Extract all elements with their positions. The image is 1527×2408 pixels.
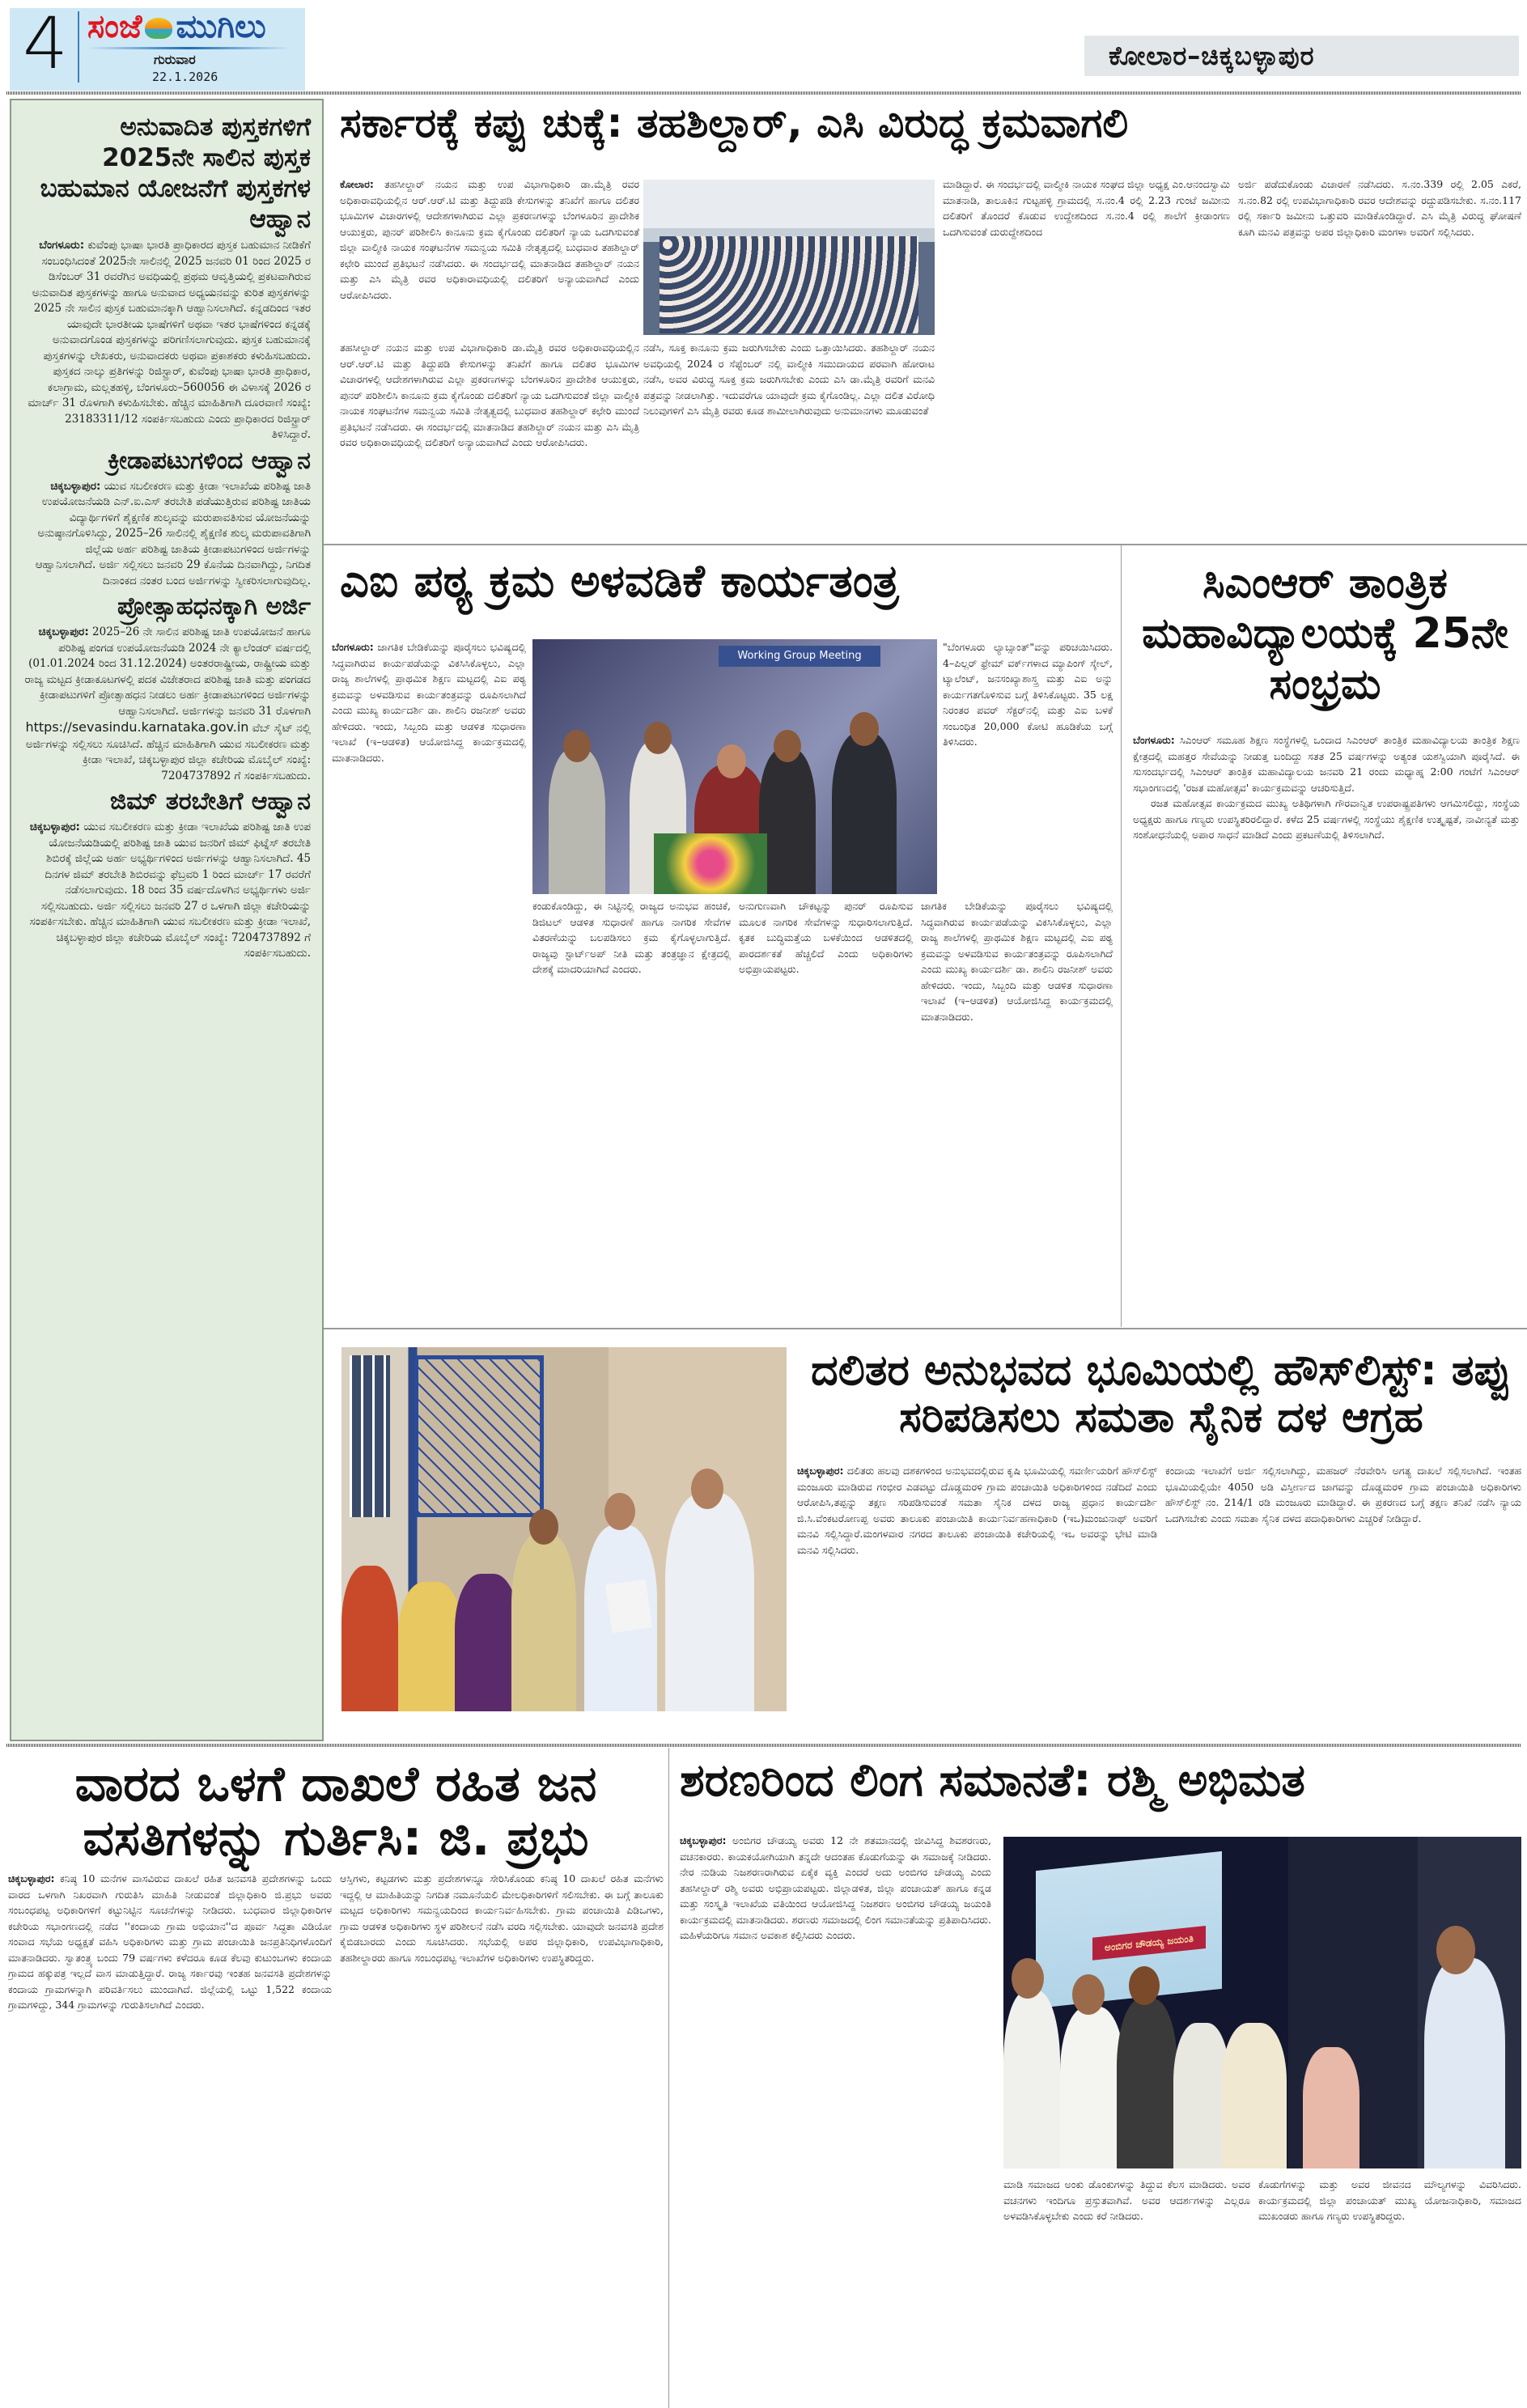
divider (324, 1328, 1527, 1329)
person (341, 1566, 398, 1711)
brief-gym (23, 787, 311, 962)
tahsildar-col-4: ಅರ್ಜಿ ಪಡೆದುಕೊಂಡು ವಿಚಾರಣೆ ನಡೆಸಿದರು. ಸ.ನಂ.339 ರಲ್ಲಿ 2.05 ಎಕರೆ, ಸ.ನಂ.82 ರಲ್ಲಿ ಉಪವಿಭಾಗಾಧಿಕಾರಿ ರವರ ಆದೇಶವನ್ನು ರದ್ದುಪಡಿಸಬೇಕು. ಸ.ನಂ.117 ರಲ್ಲಿ ಸರ್ಕಾರಿ ಜಮೀನು ಒತ್ತುವರಿ ಮಾಡಿಕೊಂಡಿದ್ದಾರೆ. ಎಸಿ ಮೈತ್ರಿ ವಿರುದ್ಧ ಘೋಷಣೆ ಕೂಗಿ ಮನವಿ ಪತ್ರವನ್ನು ಅಪರ ಜಿಲ್ಲಾಧಿಕಾರಿ ಮಂಗಳಾ ಅವರಿಗೆ ಸಲ್ಲಿಸಿದರು. (1238, 178, 1521, 238)
sidebar-briefs (10, 99, 324, 1741)
person (759, 748, 816, 894)
dateline: ಚಿಕ್ಕಬಳ್ಳಾಪುರ: (680, 1834, 727, 1846)
brief-headline: ಅನುವಾದಿತ ಪುಸ್ತಕಗಳಿಗೆ 2025ನೇ ಸಾಲಿನ ಪುಸ್ತಕ ಬಹುಮಾನ ಯೋಜನೆಗೆ ಪುಸ್ತಕಗಳ ಆಹ್ವಾನ (40, 112, 311, 234)
headline-tahsildar: ಸರ್ಕಾರಕ್ಕೆ ಕಪ್ಪು ಚುಕ್ಕೆ: ತಹಶಿಲ್ದಾರ್, ಎಸಿ ವಿರುದ್ಧ ಕ್ರಮವಾಗಲಿ (340, 100, 1129, 146)
person (832, 732, 897, 894)
headline-sharana: ಶರಣರಿಂದ ಲಿಂಗ ಸಮಾನತೆ: ರಶ್ಮಿ ಅಭಿಮತ (680, 1754, 1305, 1807)
person (1003, 1990, 1060, 2168)
person (398, 1582, 463, 1711)
jayanti-photo (1003, 1837, 1521, 2168)
newspaper-logo (87, 8, 266, 45)
dateline: ಚಿಕ್ಕಬಳ್ಳಾಪುರ: (29, 820, 80, 833)
headline-cmr: ಸಿಎಂಆರ್ ತಾಂತ್ರಿಕ ಮಹಾವಿದ್ಯಾಲಯಕ್ಕೆ 25ನೇ ಸಂಭ್ರಮ (1142, 559, 1508, 709)
brief-body: ಯುವ ಸಬಲೀಕರಣ ಮತ್ತು ಕ್ರೀಡಾ ಇಲಾಖೆಯ ಪರಿಶಿಷ್ಟ ಜಾತಿ ಉಪಯೋಜನೆಯಡಿ ಎನ್.ಐ.ಎಸ್ ತರಬೇತಿ ಪಡೆಯುತ್ತಿರುವ ಪರಿಶಿಷ್ಟ ಜಾತಿಯ ವಿದ್ಯಾರ್ಥಿಗಳಿಗೆ ಶೈಕ್ಷಣಿಕ ಶುಲ್ಕವನ್ನು ಮರುಪಾವತಿಸುವ ಯೋಜನೆಯನ್ನು ಅನುಷ್ಠಾನಗೊಳಿಸಿದ್ದು, 2025–26 ಸಾಲಿನಲ್ಲಿ ಶೈಕ್ಷಣಿಕ ಶುಲ್ಕ ಮರುಪಾವತಿಗಾಗಿ ಜಿಲ್ಲೆಯ ಅರ್ಹ ಪರಿಶಿಷ್ಟ ಜಾತಿಯ ಕ್ರೀಡಾಪಟುಗಳಿಂದ ಅರ್ಜಿಗಳನ್ನು ಆಹ್ವಾನಿಸಲಾಗಿದೆ. ಅರ್ಜಿ ಸಲ್ಲಿಸಲು ಜನವರಿ 29 ಕೊನೆಯ ದಿನವಾಗಿದ್ದು, ನಿಗದಿತ ದಿನಾಂಕದ ನಂತರ ಬಂದ ಅರ್ಜಿಗಳನ್ನು ಸ್ವೀಕರಿಸಲಾಗುವುದಿಲ್ಲ. (35, 479, 311, 587)
tahsildar-col-1b: ತಹಸೀಲ್ದಾರ್ ನಯನ ಮತ್ತು ಉಪ ವಿಭಾಗಾಧಿಕಾರಿ ಡಾ.ಮೈತ್ರಿ ರವರ ಅಧಿಕಾರಾವಧಿಯಲ್ಲಿನ ಆರ್.ಆರ್.ಟಿ ಮತ್ತು ತಿದ್ದುಪಡಿ ಕೇಸುಗಳನ್ನು ತನಿಖೆಗೆ ಹಾಗೂ ದಲಿತರ ಭೂಮಿಗಳ ವಿಚಾರಗಳಲ್ಲಿ ಆದೇಶಗಳಾಗಿರುವ ಎಲ್ಲಾ ಪ್ರಕರಣಗಳನ್ನು ಬೆಂಗಳೂರಿನ ಪ್ರಾದೇಶಿಕ ಆಯುಕ್ತರು, ಪುನರ್ ಪರಿಶೀಲಿಸಿ ಕಾನೂನು ಕ್ರಮ ಕೈಗೊಂಡು ದಲಿತರಿಗೆ ನ್ಯಾಯ ಒದಗಿಸುವಂತೆ ಜಿಲ್ಲಾ ವಾಲ್ಮೀಕಿ ನಾಯಕ ಸಂಘಟನೆಗಳ ಸಮನ್ವಯ ಸಮಿತಿ ನೇತೃತ್ವದಲ್ಲಿ ಬುಧವಾರ ತಹಶಿಲ್ದಾರ್ ಕಛೇರಿ ಮುಂದೆ ಪ್ರತಿಭಟನೆ ನಡೆಸಿದರು. ಈ ಸಂದರ್ಭದಲ್ಲಿ ಮಾತನಾಡಿದ ತಹಶಿಲ್ದಾರ್ ನಯನ ಮತ್ತು ಎಸಿ ಮೈತ್ರಿ ರವರ ಅಧಿಕಾರಾವಧಿಯಲ್ಲಿ ದಲಿತರಿಗೆ ಅನ್ಯಾಯವಾಗಿದೆ ಎಂದು ಆರೋಪಿಸಿದರು. (340, 341, 639, 448)
cmr-body: ಬೆಂಗಳೂರು: ಸಿಎಂಆರ್ ಸಮೂಹ ಶಿಕ್ಷಣ ಸಂಸ್ಥೆಗಳಲ್ಲಿ ಒಂದಾದ ಸಿಎಂಆರ್ ತಾಂತ್ರಿಕ ಮಹಾವಿದ್ಯಾಲಯ ತಾಂತ್ರಿಕ ಶಿಕ್ಷಣ ಕ್ಷೇತ್ರದಲ್ಲಿ ಮಹತ್ತರ ಸೇವೆಯನ್ನು ನೀಡುತ್ತ ಬಂದಿದ್ದು ಸತತ 25 ವರ್ಷಗಳನ್ನು ಅತ್ಯಂತ ಯಶಸ್ವಿಯಾಗಿ ಪೂರೈಸಿದೆ. ಈ ಸುಸಂದರ್ಭದಲ್ಲಿ ಸಿಎಂಆರ್ ತಾಂತ್ರಿಕ ಮಹಾವಿದ್ಯಾಲಯ ಜನವರಿ 21 ರಂದು ಮಧ್ಯಾಹ್ನ 2:00 ಗಂಟೆಗೆ ಸಿಎಂಆರ್ ಸಭಾಂಗಣದಲ್ಲಿ 'ರಜತ ಮಹೋತ್ಸವ' ಕಾರ್ಯಕ್ರಮವನ್ನು ಆಚರಿಸುತ್ತಿದೆ. ರಜತ ಮಹೋತ್ಸವ ಕಾರ್ಯಕ್ರಮದ ಮುಖ್ಯ ಅತಿಥಿಗಳಾಗಿ ಗೌರವಾನ್ವಿತ ಉಪರಾಷ್ಟ್ರಪತಿಗಳು ಆಗಮಿಸಲಿದ್ದು, ಸಂಸ್ಥೆಯ ಅಧ್ಯಕ್ಷರು ಹಾಗೂ ಗಣ್ಯರು ಉಪಸ್ಥಿತರಿರಲಿದ್ದಾರೆ. ಕಳೆದ 25 ವರ್ಷಗಳಲ್ಲಿ ಸಂಸ್ಥೆಯು ಶೈಕ್ಷಣಿಕ ಉತ್ಕೃಷ್ಟತೆ, ನಾವೀನ್ಯತೆ ಮತ್ತು ಸಂಶೋಧನೆಯಲ್ಲಿ ಅಪಾರ ಸಾಧನೆ ಮಾಡಿದೆ ಎಂದು ಪ್ರಕಟಣೆಯಲ್ಲಿ ತಿಳಿಸಲಾಗಿದೆ. (1133, 734, 1520, 841)
sharana-col-3: ಕೊಡುಗೆಗಳನ್ನು ಮತ್ತು ಅವರ ಜೀವನದ ಮೌಲ್ಯಗಳನ್ನು ವಿವರಿಸಿದರು. ಕಾರ್ಯಕ್ರಮದಲ್ಲಿ ಜಿಲ್ಲಾ ಪಂಚಾಯತ್ ಮುಖ್ಯ ಯೋಜನಾಧಿಕಾರಿ, ಸಮಾಜದ ಮುಖಂಡರು ಹಾಗೂ ಗಣ್ಯರು ಉಪಸ್ಥಿತರಿದ್ದರು. (1258, 2178, 1521, 2222)
logo-text-part1: ಸಂಜೆ (87, 8, 142, 45)
brief-sportspersons (23, 447, 311, 590)
person (455, 1574, 520, 1711)
ai-col-3: ಕಂಡುಕೊಂಡಿದ್ದು, ಈ ನಿಟ್ಟಿನಲ್ಲಿ ರಾಜ್ಯದ ಅನುಭವ ಹಂಚಿಕೆ, ಡಿಜಿಟಲ್ ಆಡಳಿತ ಸುಧಾರಣೆ ಹಾಗೂ ನಾಗರಿಕ ಸೇವೆಗಳ ವಿತರಣೆಯನ್ನು ಬಲಪಡಿಸಲು ಕ್ರಮ ಕೈಗೊಳ್ಳಲಾಗುತ್ತಿದೆ. ರಾಜ್ಯವು ಸ್ಟಾರ್ಟ್‌ಅಪ್ ನೀತಿ ಮತ್ತು ತಂತ್ರಜ್ಞಾನ ಕ್ಷೇತ್ರದಲ್ಲಿ ದೇಶಕ್ಕೆ ಮಾದರಿಯಾಗಿದೆ ಎಂದರು. (532, 900, 731, 975)
masthead-divider (78, 11, 79, 83)
event-banner: ಅಂಬಿಗರ ಚೌಡಯ್ಯ ಜಯಂತಿ (1092, 1926, 1206, 1961)
window-grill (350, 1355, 390, 1517)
ai-col-4: ಅನುಗುಣವಾಗಿ ಚೌಕಟ್ಟನ್ನು ಪುನರ್ ರೂಪಿಸುವ ಮೂಲಕ ನಾಗರಿಕ ಸೇವೆಗಳನ್ನು ಸುಧಾರಿಸಲಾಗುತ್ತಿದೆ. ಕೃತಕ ಬುದ್ಧಿಮತ್ತೆಯ ಬಳಕೆಯಿಂದ ಆಡಳಿತದಲ್ಲಿ ಪಾರದರ್ಶಕತೆ ಹೆಚ್ಚಲಿದೆ ಎಂದು ಅಧಿಕಾರಿಗಳು ಅಭಿಪ್ರಾಯಪಟ್ಟರು. (739, 900, 913, 975)
headline-ai-curriculum: ಎಐ ಪಠ್ಯ ಕ್ರಮ ಅಳವಡಿಕೆ ಕಾರ್ಯತಂತ್ರ (340, 555, 899, 608)
dateline: ಬೆಂಗಳೂರು: (39, 239, 85, 252)
crowd-image (660, 236, 918, 333)
houselist-col-1: ಚಿಕ್ಕಬಳ್ಳಾಪುರ: ದಲಿತರು ಹಲವು ದಶಕಗಳಿಂದ ಅನುಭವದಲ್ಲಿರುವ ಕೃಷಿ ಭೂಮಿಯಲ್ಲಿ ಸವರ್ಣೀಯರಿಗೆ ಹೌಸ್‌ಲಿಸ್ಟ್ ಮಂಜೂರು ಮಾಡಿರುವ ಗಂಭೀರ ಎಡವಟ್ಟು ದೊಡ್ಡಮರಳಿ ಗ್ರಾಮ ಪಂಚಾಯಿತಿ ಅಧಿಕಾರಿಗಳಿಂದ ನಡೆದಿದೆ ಎಂದು ಆರೋಪಿಸಿ,ತಪ್ಪನ್ನು ತಕ್ಷಣ ಸರಿಪಡಿಸುವಂತೆ ಸಮತಾ ಸೈನಿಕ ದಳದ ರಾಜ್ಯ ಪ್ರಧಾನ ಕಾರ್ಯದರ್ಶಿ ಜಿ.ಸಿ.ವೆಂಕಟರೋಣಪ್ಪ ಅವರು ತಾಲೂಕು ಪಂಚಾಯಿತಿ ಕಾರ್ಯನಿರ್ವಹಣಾಧಿಕಾರಿ (ಇಒ)ಮಂಜುನಾಥ್ ಅವರಿಗೆ ಮನವಿ ಸಲ್ಲಿಸಿದ್ದಾರೆ.ಮಂಗಳವಾರ ನಗರದ ತಾಲೂಕು ಪಂಚಾಯಿತಿ ಕಚೇರಿಯಲ್ಲಿ ಇಒ ಅವರನ್ನು ಭೇಟಿ ಮಾಡಿ ಮನವಿ ಸಲ್ಲಿಸಿದರು. (797, 1465, 1157, 1556)
dateline: ಬೆಂಗಳೂರು: (1133, 734, 1175, 746)
tahsildar-col-2: ನಡೆಸಿ, ಸೂಕ್ತ ಕಾನೂನು ಕ್ರಮ ಜರುಗಿಸಬೇಕು ಎಂದು ಒತ್ತಾಯಿಸಿದರು. ತಹಶಿಲ್ದಾರ್ ನಯನ ಅವಧಿಯಲ್ಲಿ 2024 ರ ಸೆಪ್ಟೆಂಬರ್ ನಲ್ಲಿ ವಾಲ್ಮೀಕಿ ಸಮುದಾಯದ ಪರವಾಗಿ ಹೋರಾಟ ನಡೆಸಿ, ಅವರ ವಿರುದ್ಧ ಸೂಕ್ತ ಕ್ರಮ ಜರುಗಿಸಬೇಕು ಎಂದು ಎಸಿ ಡಾ.ಮೈತ್ರಿ ರವರಿಗೆ ಮನವಿ ಪತ್ರವನ್ನು ನೀಡಲಾಗಿತ್ತು. ಇದುವರೆಗೂ ಯಾವುದೇ ಕ್ರಮ ಕೈಗೊಂಡಿಲ್ಲ. ಎಲ್ಲಾ ದಲಿತ ವಿರೋಧಿ ನಿಲುವುಗಳಿಗೆ ಎಸಿ ಮೈತ್ರಿ ರವರು ಕೂಡ ಶಾಮೀಲಾಗಿರುವುದು ಅನುಮಾನಗಳು ಮೂಡುವಂತೆ (643, 341, 935, 417)
dateline: ಬೆಂಗಳೂರು: (332, 641, 374, 653)
dateline: ಚಿಕ್ಕಬಳ್ಳಾಪುರ: (8, 1872, 55, 1884)
sharana-col-2: ಮಾಡಿ ಸಮಾಜದ ಅಂಕು ಡೊಂಕುಗಳನ್ನು ತಿದ್ದುವ ಕೆಲಸ ಮಾಡಿದರು. ಅವರ ವಚನಗಳು ಇಂದಿಗೂ ಪ್ರಸ್ತುತವಾಗಿವೆ. ಅವರ ಆದರ್ಶಗಳನ್ನು ಎಲ್ಲರೂ ಅಳವಡಿಸಿಕೊಳ್ಳಬೇಕು ಎಂದು ಕರೆ ನೀಡಿದರು. (1003, 2178, 1250, 2222)
event-banner: Working Group Meeting (719, 646, 880, 667)
divider (324, 544, 1527, 545)
sevasindu-link[interactable]: https://sevasindu.karnataka.gov.in (25, 719, 249, 735)
brief-incentive (23, 592, 311, 784)
headline-houselist: ದಲಿತರ ಅನುಭವದ ಭೂಮಿಯಲ್ಲಿ ಹೌಸ್‌ಲಿಸ್ಟ್: ತಪ್ಪು ಸರಿಪಡಿಸಲು ಸಮತಾ ಸೈನಿಕ ದಳ ಆಗ್ರಹ (811, 1346, 1512, 1443)
tahsildar-col-1: ಕೋಲಾರ: ತಹಸೀಲ್ದಾರ್ ನಯನ ಮತ್ತು ಉಪ ವಿಭಾಗಾಧಿಕಾರಿ ಡಾ.ಮೈತ್ರಿ ರವರ ಅಧಿಕಾರಾವಧಿಯಲ್ಲಿನ ಆರ್.ಆರ್.ಟಿ ಮತ್ತು ತಿದ್ದುಪಡಿ ಕೇಸುಗಳನ್ನು ತನಿಖೆಗೆ ಹಾಗೂ ದಲಿತರ ಭೂಮಿಗಳ ವಿಚಾರಗಳಲ್ಲಿ ಆದೇಶಗಳಾಗಿರುವ ಎಲ್ಲಾ ಪ್ರಕರಣಗಳನ್ನು ಬೆಂಗಳೂರಿನ ಪ್ರಾದೇಶಿಕ ಆಯುಕ್ತರು, ಪುನರ್ ಪರಿಶೀಲಿಸಿ ಕಾನೂನು ಕ್ರಮ ಕೈಗೊಂಡು ದಲಿತರಿಗೆ ನ್ಯಾಯ ಒದಗಿಸುವಂತೆ ಜಿಲ್ಲಾ ವಾಲ್ಮೀಕಿ ನಾಯಕ ಸಂಘಟನೆಗಳ ಸಮನ್ವಯ ಸಮಿತಿ ನೇತೃತ್ವದಲ್ಲಿ ಬುಧವಾರ ತಹಶಿಲ್ದಾರ್ ಕಛೇರಿ ಮುಂದೆ ಪ್ರತಿಭಟನೆ ನಡೆಸಿದರು. ಈ ಸಂದರ್ಭದಲ್ಲಿ ಮಾತನಾಡಿದ ತಹಶಿಲ್ದಾರ್ ನಯನ ಮತ್ತು ಎಸಿ ಮೈತ್ರಿ ರವರ ಅಧಿಕಾರಾವಧಿಯಲ್ಲಿ ದಲಿತರಿಗೆ ಅನ್ಯಾಯವಾಗಿದೆ ಎಂದು ಆರೋಪಿಸಿದರು. (340, 178, 639, 301)
ai-col-1: ಬೆಂಗಳೂರು: ಜಾಗತಿಕ ಬೇಡಿಕೆಯನ್ನು ಪೂರೈಸಲು ಭವಿಷ್ಯದಲ್ಲಿ ಸಿದ್ಧವಾಗಿರುವ ಕಾರ್ಯಪಡೆಯನ್ನು ವಿಕಸಿಸಿಕೊಳ್ಳಲು, ಎಲ್ಲಾ ರಾಜ್ಯ ಶಾಲೆಗಳಲ್ಲಿ ಪ್ರಾಥಮಿಕ ಶಿಕ್ಷಣ ಮಟ್ಟದಲ್ಲಿ ಎಐ ಪಠ್ಯ ಕ್ರಮವನ್ನು ಅಳವಡಿಸುವ ಕಾರ್ಯತಂತ್ರವನ್ನು ರೂಪಿಸಲಾಗಿದೆ ಎಂದು ಮುಖ್ಯ ಕಾರ್ಯದರ್ಶಿ ಡಾ. ಶಾಲಿನಿ ರಜನೀಶ್ ಅವರು ಹೇಳಿದರು. ಇಂದು, ಸಿಬ್ಬಂದಿ ಮತ್ತು ಆಡಳಿತ ಸುಧಾರಣಾ ಇಲಾಖೆ (ಇ–ಆಡಳಿತ) ಆಯೋಜಿಸಿದ್ದ ಕಾರ್ಯಕ್ರಮದಲ್ಲಿ ಮಾತನಾಡಿದರು. (332, 641, 526, 764)
petition-paper (605, 1579, 652, 1633)
brief-body: ಕುವೆಂಪು ಭಾಷಾ ಭಾರತಿ ಪ್ರಾಧಿಕಾರದ ಪುಸ್ತಕ ಬಹುಮಾನ ನೀಡಿಕೆಗೆ ಸಂಬಂಧಿಸಿದಂತೆ 2025ನೇ ಸಾಲಿನಲ್ಲಿ 2025 ಜನವರಿ 01 ರಿಂದ 2025 ರ ಡಿಸೆಂಬರ್ 31 ರವರೆಗಿನ ಅವಧಿಯಲ್ಲಿ ಪ್ರಥಮ ಆವೃತ್ತಿಯಲ್ಲಿ ಪ್ರಕಟವಾಗಿರುವ ಅನುವಾದಿತ ಪುಸ್ತಕಗಳನ್ನು ಹಾಗೂ ಅನುವಾದ ಅಧ್ಯಯನವನ್ನು ಕುರಿತ ಪುಸ್ತಕಗಳನ್ನು 2025 ನೇ ಸಾಲಿನ ಪುಸ್ತಕ ಬಹುಮಾನಕ್ಕಾಗಿ ಆಹ್ವಾನಿಸಲಾಗಿದೆ. ಕನ್ನಡದಿಂದ ಇತರ ಯಾವುದೇ ಭಾರತೀಯ ಭಾಷೆಗಳಿಗೆ ಅಥವಾ ಇತರ ಭಾಷೆಗಳಿಂದ ಕನ್ನಡಕ್ಕೆ ಅನುವಾದಗೊಂಡ ಪುಸ್ತಕಗಳನ್ನು ಪರಿಗಣಿಸಲಾಗುವುದು. ಪುಸ್ತಕ ಬಹುಮಾನಕ್ಕೆ ಪುಸ್ತಕಗಳನ್ನು ಲೇಖಕರು, ಅನುವಾದಕರು ಅಥವಾ ಪ್ರಕಾಶಕರು ಕಳುಹಿಸಬಹುದು. ಪುಸ್ತಕದ ನಾಲ್ಕು ಪ್ರತಿಗಳನ್ನು ರಿಜಿಸ್ಟ್ರಾರ್, ಕುವೆಂಪು ಭಾಷಾ ಭಾರತಿ ಪ್ರಾಧಿಕಾರ, ಕಲಾಗ್ರಾಮ, ಮಲ್ಲತಹಳ್ಳಿ, ಬೆಂಗಳೂರು–560056 ಈ ವಿಳಾಸಕ್ಕೆ 2026 ರ ಮಾರ್ಚ್ 31 ರೊಳಗಾಗಿ ಕಳುಹಿಸಬೇಕು. ಹೆಚ್ಚಿನ ಮಾಹಿತಿಗಾಗಿ ದೂರವಾಣಿ ಸಂಖ್ಯೆ: 23183311/12 ಸಂಪರ್ಕಿಸಬಹುದು ಎಂದು ಪ್ರಾಧಿಕಾರದ ರಿಜಿಸ್ಟ್ರಾರ್ ತಿಳಿಸಿದ್ದಾರೆ. (28, 239, 311, 441)
houselist-col-2: ಕಂದಾಯ ಇಲಾಖೆಗೆ ಅರ್ಜಿ ಸಲ್ಲಿಸಲಾಗಿದ್ದು, ಮಹಜರ್ ನೆರವೇರಿಸಿ ಅಗತ್ಯ ದಾಖಲೆ ಸಲ್ಲಿಸಲಾಗಿದೆ. ಇಂತಹ ಭೂಮಿಯಲ್ಲಿಯೇ 4050 ಅಡಿ ವಿಸ್ತೀರ್ಣದ ಜಾಗವನ್ನು ದೊಡ್ಡಮರಳಿ ಗ್ರಾಮ ಪಂಚಾಯಿತಿ ಅಧಿಕಾರಿಗಳು ಹೌಸ್‌ಲಿಸ್ಟ್ ನಂ. 214/1 ರಡಿ ಮಂಜೂರು ಮಾಡಿದ್ದಾರೆ. ಈ ಪ್ರಕರಣದ ಬಗ್ಗೆ ತಕ್ಷಣ ತನಿಖೆ ನಡೆಸಿ ನ್ಯಾಯ ಒದಗಿಸಬೇಕು ಎಂದು ಸಮತಾ ಸೈನಿಕ ದಳದ ಪದಾಧಿಕಾರಿಗಳು ಎಚ್ಚರಿಕೆ ನೀಡಿದ್ದಾರೆ. (1165, 1465, 1521, 1524)
logo-underline (87, 47, 290, 49)
dateline: ಚಿಕ್ಕಬಳ್ಳಾಪುರ: (38, 625, 89, 638)
person (1303, 2047, 1359, 2168)
person (1424, 1958, 1505, 2168)
ai-col-5: ಜಾಗತಿಕ ಬೇಡಿಕೆಯನ್ನು ಪೂರೈಸಲು ಭವಿಷ್ಯದಲ್ಲಿ ಸಿದ್ಧವಾಗಿರುವ ಕಾರ್ಯಪಡೆಯನ್ನು ವಿಕಸಿಸಿಕೊಳ್ಳಲು, ಎಲ್ಲಾ ರಾಜ್ಯ ಶಾಲೆಗಳಲ್ಲಿ ಪ್ರಾಥಮಿಕ ಶಿಕ್ಷಣ ಮಟ್ಟದಲ್ಲಿ ಎಐ ಪಠ್ಯ ಕ್ರಮವನ್ನು ಅಳವಡಿಸುವ ಕಾರ್ಯತಂತ್ರವನ್ನು ರೂಪಿಸಲಾಗಿದೆ ಎಂದು ಮುಖ್ಯ ಕಾರ್ಯದರ್ಶಿ ಡಾ. ಶಾಲಿನಿ ರಜನೀಶ್ ಅವರು ಹೇಳಿದರು. ಇಂದು, ಸಿಬ್ಬಂದಿ ಮತ್ತು ಆಡಳಿತ ಸುಧಾರಣಾ ಇಲಾಖೆ (ಇ–ಆಡಳಿತ) ಆಯೋಜಿಸಿದ್ದ ಕಾರ್ಯಕ್ರಮದಲ್ಲಿ ಮಾತನಾಡಿದರು. (921, 900, 1113, 1023)
brief-body-continued: ವೆಬ್ ಸೈಟ್ ನಲ್ಲಿ ಅರ್ಜಿಗಳನ್ನು ಸಲ್ಲಿಸಲು ಸೂಚಿಸಿದೆ. ಹೆಚ್ಚಿನ ಮಾಹಿತಿಗಾಗಿ ಯುವ ಸಬಲೀಕರಣ ಮತ್ತು ಕ್ರೀಡಾ ಇಲಾಖೆ, ಚಿಕ್ಕಬಳ್ಳಾಪುರ ಜಿಲ್ಲಾ ಕಚೇರಿಯ ಮೊಬೈಲ್ ಸಂಖ್ಯೆ: 7204737892 ಗೆ ಸಂಪರ್ಕಿಸಬಹುದು. (25, 722, 311, 782)
census-col-1: ಚಿಕ್ಕಬಳ್ಳಾಪುರ: ಕನಿಷ್ಠ 10 ಮನೆಗಳ ವಾಸವಿರುವ ದಾಖಲೆ ರಹಿತ ಜನವಸತಿ ಪ್ರದೇಶಗಳನ್ನು ಒಂದು ವಾರದ ಒಳಗಾಗಿ ನಿಖರವಾಗಿ ಗುರುತಿಸಿ ಮಾಹಿತಿ ನೀಡುವಂತೆ ಜಿಲ್ಲಾಧಿಕಾರಿ ಜಿ.ಪ್ರಭು ಅವರು ಸಂಬಂಧಪಟ್ಟ ಅಧಿಕಾರಿಗಳಿಗೆ ಕಟ್ಟುನಿಟ್ಟಿನ ಸೂಚನೆಗಳನ್ನು ನೀಡಿದರು. ಬುಧವಾರ ಜಿಲ್ಲಾಧಿಕಾರಿಗಳ ಕಚೇರಿಯ ಸಭಾಂಗಣದಲ್ಲಿ ನಡೆದ ''ಕಂದಾಯ ಗ್ರಾಮ ಅಭಿಯಾನ''ದ ಪೂರ್ವ ಸಿದ್ಧತಾ ವಿಡಿಯೋ ಸಂವಾದ ಸಭೆಯ ಅಧ್ಯಕ್ಷತೆ ವಹಿಸಿ ಅಧಿಕಾರಿಗಳು ಮತ್ತು ಗ್ರಾಮ ಪಂಚಾಯಿತಿ ಜನಪ್ರತಿನಿಧಿಗಳೊಂದಿಗೆ ಮಾತನಾಡಿದರು. ಸ್ವಾತಂತ್ರ್ಯ ಬಂದು 79 ವರ್ಷಗಳು ಕಳೆದರೂ ಕೂಡ ಕೆಲವು ಕುಟುಂಬಗಳು ಕಂದಾಯ ಗ್ರಾಮದ ಹಕ್ಕುಪತ್ರ ಇಲ್ಲದೆ ವಾಸ ಮಾಡುತ್ತಿದ್ದಾರೆ. ರಾಜ್ಯ ಸರ್ಕಾರವು ಇಂತಹ ಜನವಸತಿ ಪ್ರದೇಶಗಳನ್ನು ಕಂದಾಯ ಗ್ರಾಮಗಳನ್ನಾಗಿ ಪರಿವರ್ತಿಸಲು ಮುಂದಾಗಿದೆ. ಜಿಲ್ಲೆಯಲ್ಲಿ ಒಟ್ಟು 1,522 ಕಂದಾಯ ಗ್ರಾಮಗಳಿದ್ದು, 344 ಗ್ರಾಮಗಳನ್ನು ಗುರುತಿಸಲಾಗಿದೆ ಎಂದರು. (8, 1872, 332, 2011)
brief-body: ಯುವ ಸಬಲೀಕರಣ ಮತ್ತು ಕ್ರೀಡಾ ಇಲಾಖೆಯ ಪರಿಶಿಷ್ಟ ಜಾತಿ ಉಪ ಯೋಜನೆಯಡಿಯಲ್ಲಿ ಪರಿಶಿಷ್ಟ ಜಾತಿ ಯುವ ಜನರಿಗೆ ಜಿಮ್ ಫಿಟ್ನೆಸ್ ತರಬೇತಿ ಶಿಬಿರಕ್ಕೆ ಜಿಲ್ಲೆಯ ಅರ್ಹ ಅಭ್ಯರ್ಥಿಗಳಿಂದ ಅರ್ಜಿಗಳನ್ನು ಆಹ್ವಾನಿಸಲಾಗಿದೆ. 45 ದಿನಗಳ ಜಿಮ್ ತರಬೇತಿ ಶಿಬಿರವನ್ನು ಫೆಬ್ರವರಿ 1 ರಿಂದ ಮಾರ್ಚ್ 17 ರವರೆಗೆ ನಡೆಸಲಾಗುವುದು. 18 ರಿಂದ 35 ವರ್ಷದೊಳಗಿನ ಅಭ್ಯರ್ಥಿಗಳು ಅರ್ಜಿ ಸಲ್ಲಿಸಬಹುದು. ಅರ್ಜಿ ಸಲ್ಲಿಸಲು ಜನವರಿ 27 ರ ಒಳಗಾಗಿ ಜಿಲ್ಲಾ ಕಚೇರಿಯನ್ನು ಸಂಪರ್ಕಿಸಬೇಕು. ಹೆಚ್ಚಿನ ಮಾಹಿತಿಗಾಗಿ ಯುವ ಸಬಲೀಕರಣ ಮತ್ತು ಕ್ರೀಡಾ ಇಲಾಖೆ, ಚಿಕ್ಕಬಳ್ಳಾಪುರ ಜಿಲ್ಲಾ ಕಚೇರಿಯ ಮೊಬೈಲ್ ಸಂಖ್ಯೆ: 7204737892 ಗೆ ಸಂಪರ್ಕಿಸಬಹುದು. (29, 820, 311, 960)
person (549, 748, 605, 894)
census-col-2: ಆಸ್ತಿಗಳು, ಕಟ್ಟಡಗಳು ಮತ್ತು ಪ್ರದೇಶಗಳನ್ನೂ ಸೇರಿಸಿಕೊಂಡು ಕನಿಷ್ಠ 10 ದಾಖಲೆ ರಹಿತ ಮನೆಗಳು ಇದ್ದಲ್ಲಿ ಆ ಮಾಹಿತಿಯನ್ನು ನಿಗದಿತ ನಮೂನೆಯಲಿ ಮೇಲಧಿಕಾರಿಗಳಿಗೆ ಸಲಿಸಬೇಕು. ಈ ಬಗ್ಗೆ ತಾಲೂಕು ಮಟ್ಟದ ಅಧಿಕಾರಿಗಳು ಸಮನ್ವಯದಿಂದ ಕಾರ್ಯನಿರ್ವಹಿಸಬೇಕು. ಗ್ರಾಮ ಪಂಚಾಯಿತಿ ಪಿಡಿಒಗಳು, ಗ್ರಾಮ ಆಡಳಿತ ಅಧಿಕಾರಿಗಳು ಸ್ಥಳ ಪರಿಶೀಲನೆ ನಡೆಸಿ ವರದಿ ಸಲ್ಲಿಸಬೇಕು. ಯಾವುದೇ ಜನವಸತಿ ಪ್ರದೇಶ ಕೈಬಿಡಬಾರದು ಎಂದು ಸೂಚಿಸಿದರು. ಸಭೆಯಲ್ಲಿ ಅಪರ ಜಿಲ್ಲಾಧಿಕಾರಿ, ಉಪವಿಭಾಗಾಧಿಕಾರಿ, ತಹಶೀಲ್ದಾರರು ಹಾಗೂ ಸಂಬಂಧಪಟ್ಟ ಇಲಾಖೆಗಳ ಅಧಿಕಾರಿಗಳು ಉಪಸ್ಥಿತರಿದ್ದರು. (340, 1872, 664, 1964)
tahsildar-col-3: ಮಾಡಿದ್ದಾರೆ. ಈ ಸಂದರ್ಭದಲ್ಲಿ ವಾಲ್ಮೀಕಿ ನಾಯಕ ಸಂಘದ ಜಿಲ್ಲಾ ಅಧ್ಯಕ್ಷ ಎಂ.ಆನಂದಸ್ವಾಮಿ ಮಾತನಾಡಿ, ತಾಲೂಕಿನ ಗುಟ್ಟಹಳ್ಳಿ ಗ್ರಾಮದಲ್ಲಿ ಸ.ನಂ.4 ರಲ್ಲಿ 2.23 ಗುಂಟೆ ಜಮೀನು ದಲಿತರಿಗೆ ತೊಂದರೆ ಕೊಡುವ ಉದ್ದೇಶದಿಂದ ಸ.ನಂ.4 ರಲ್ಲಿ ಶಾಲೆಗೆ ಕ್ರೀಡಾಂಗಣ ಒದಗಿಸುವಂತೆ ದುರುದ್ದೇಶದಿಂದ (943, 178, 1230, 238)
person (1117, 1999, 1177, 2168)
weekday: ಗುರುವಾರ (154, 52, 196, 67)
header-rule (6, 91, 1521, 95)
houselist-photo (341, 1347, 787, 1711)
divider (1121, 545, 1122, 1327)
blue-gate (414, 1355, 544, 1517)
brief-headline: ಪ್ರೋತ್ಸಾಹಧನಕ್ಕಾಗಿ ಅರ್ಜಿ (117, 592, 311, 621)
section-rule (6, 1744, 1521, 1747)
person (1222, 2023, 1287, 2168)
brief-headline: ಜಿಮ್ ತರಬೇತಿಗೆ ಆಹ್ವಾನ (110, 787, 311, 816)
sun-palm-logo-icon (145, 18, 172, 39)
flower-arrangement (654, 833, 767, 894)
sharana-col-1: ಚಿಕ್ಕಬಳ್ಳಾಪುರ: ಅಂಬಿಗರ ಚೌಡಯ್ಯ ಅವರು 12 ನೇ ಶತಮಾನದಲ್ಲಿ ಜೀವಿಸಿದ್ದ ಶಿವಶರಣರು, ವಚನಕಾರರು. ಕಾಯಕಯೋಗಿಯಾಗಿ ತನ್ನದೇ ಆದಂತಹ ಕೊಡುಗೆಯನ್ನು ಈ ಸಮಾಜಕ್ಕೆ ನೀಡಿದರು. ನೇರ ನುಡಿಯ ನಿಜಶರಣರಾಗಿರುವ ಏಕೈಕ ವ್ಯಕ್ತಿ ಎಂದರೆ ಅದು ಅಂಬಿಗರ ಚೌಡಯ್ಯ ಎಂದು ತಹಸೀಲ್ದಾರ್ ರಶ್ಮಿ ಅವರು ಅಭಿಪ್ರಾಯಪಟ್ಟರು. ಜಿಲ್ಲಾಡಳಿತ, ಜಿಲ್ಲಾ ಪಂಚಾಯತ್ ಹಾಗೂ ಕನ್ನಡ ಮತ್ತು ಸಂಸ್ಕೃತಿ ಇಲಾಖೆಯ ವತಿಯಿಂದ ಆಯೋಜಿಸಿದ್ದ ನಿಜಶರಣ ಅಂಬಿಗರ ಚೌಡಯ್ಯ ಜಯಂತಿ ಕಾರ್ಯಕ್ರಮದಲ್ಲಿ ಮಾತನಾಡಿದರು. ಶರಣರು ಸಮಾಜದಲ್ಲಿ ಲಿಂಗ ಸಮಾನತೆಯನ್ನು ಪ್ರತಿಪಾದಿಸಿದರು. ಮಹಿಳೆಯರಿಗೂ ಸಮಾನ ಅವಕಾಶ ಕಲ್ಪಿಸಿದರು ಎಂದರು. (680, 1834, 991, 1941)
ai-col-2: "ಬೆಂಗಳೂರು ಲ್ಯಾಬ್ಸಾಂತ್"ವನ್ನು ಪರಿಚಯಿಸಿದರು. 4–ಪಿಲ್ಲರ್ ಫ್ರೇಮ್ ವರ್ಕ್‌ಗಳಾದ ಮ್ಯಾಪಿಂಗ್ ಸ್ಕೇಲ್, ಟ್ಯಾಲೆಂಟ್, ಜನಸಂಖ್ಯಾಶಾಸ್ತ್ರ ಮತ್ತು ಎಐ ಅನ್ನು ಕಾರ್ಯಗತಗೊಳಿಸುವ ಬಗ್ಗೆ ತಿಳಿಸಿಕೊಟ್ಟರು. 35 ಲಕ್ಷ ನಿರಂತರ ಪವರ್ ಸೆಕ್ಟರ್‌ನಲ್ಲಿ ಮತ್ತು ಎಐ ಬಳಕೆ ಸಂಬಂಧಿತ 20,000 ಕೋಟಿ ಹೂಡಿಕೆಯ ಬಗ್ಗೆ ತಿಳಿಸಿದರು. (943, 641, 1113, 748)
page-number: 4 (23, 2, 68, 85)
logo-text-part2: ಮುಗಿಲು (176, 8, 266, 45)
dateline: ಕೋಲಾರ: (340, 178, 374, 190)
person (511, 1533, 576, 1711)
headline-census: ವಾರದ ಒಳಗೆ ದಾಖಲೆ ರಹಿತ ಜನ ವಸತಿಗಳನ್ನು ಗುರ್ತಿಸಿ: ಜಿ. ಪ್ರಭು (74, 1756, 597, 1867)
ai-event-photo (532, 639, 937, 894)
person (1060, 2007, 1125, 2168)
dateline: ಚಿಕ್ಕಬಳ್ಳಾಪುರ: (797, 1465, 844, 1477)
brief-body: 2025–26 ನೇ ಸಾಲಿನ ಪರಿಶಿಷ್ಟ ಜಾತಿ ಉಪಯೋಜನೆ ಹಾಗೂ ಪರಿಶಿಷ್ಟ ಪಂಗಡ ಉಪಯೋಜನೆಯಡಿ 2024 ನೇ ಕ್ಯಾಲೆಂಡರ್ ವರ್ಷದಲ್ಲಿ (01.01.2024 ರಿಂದ 31.12.2024) ಅಂತರರಾಷ್ಟ್ರೀಯ, ರಾಷ್ಟ್ರೀಯ ಮತ್ತು ರಾಜ್ಯ ಮಟ್ಟದ ಕ್ರೀಡಾಕೂಟಗಳಲ್ಲಿ ಪದಕ ವಿಜೇತರಾದ ಪರಿಶಿಷ್ಟ ಜಾತಿ ಮತ್ತು ಪಂಗಡದ ಕ್ರೀಡಾಪಟುಗಳಿಗೆ ಪ್ರೋತ್ಸಾಹಧನ ನೀಡಲು ಅರ್ಹ ಕ್ರೀಡಾಪಟುಗಳಿಂದ ಅರ್ಜಿಗಳನ್ನು ಆಹ್ವಾನಿಸಲಾಗಿದೆ. ಅರ್ಜಿಗಳನ್ನು ಜನವರಿ 31 ರೊಳಗಾಗಿ (24, 625, 311, 718)
issue-date: 22.1.2026 (152, 70, 218, 84)
brief-headline: ಕ್ರೀಡಾಪಟುಗಳಿಂದ ಆಹ್ವಾನ (108, 446, 311, 475)
person (665, 1493, 754, 1711)
brief-translated-books (23, 112, 311, 443)
divider (668, 1748, 669, 2408)
protest-photo (643, 180, 935, 335)
dateline: ಚಿಕ್ಕಬಳ್ಳಾಪುರ: (50, 479, 101, 493)
section-title: ಕೋಲಾರ–ಚಿಕ್ಕಬಳ್ಳಾಪುರ (1084, 36, 1519, 76)
